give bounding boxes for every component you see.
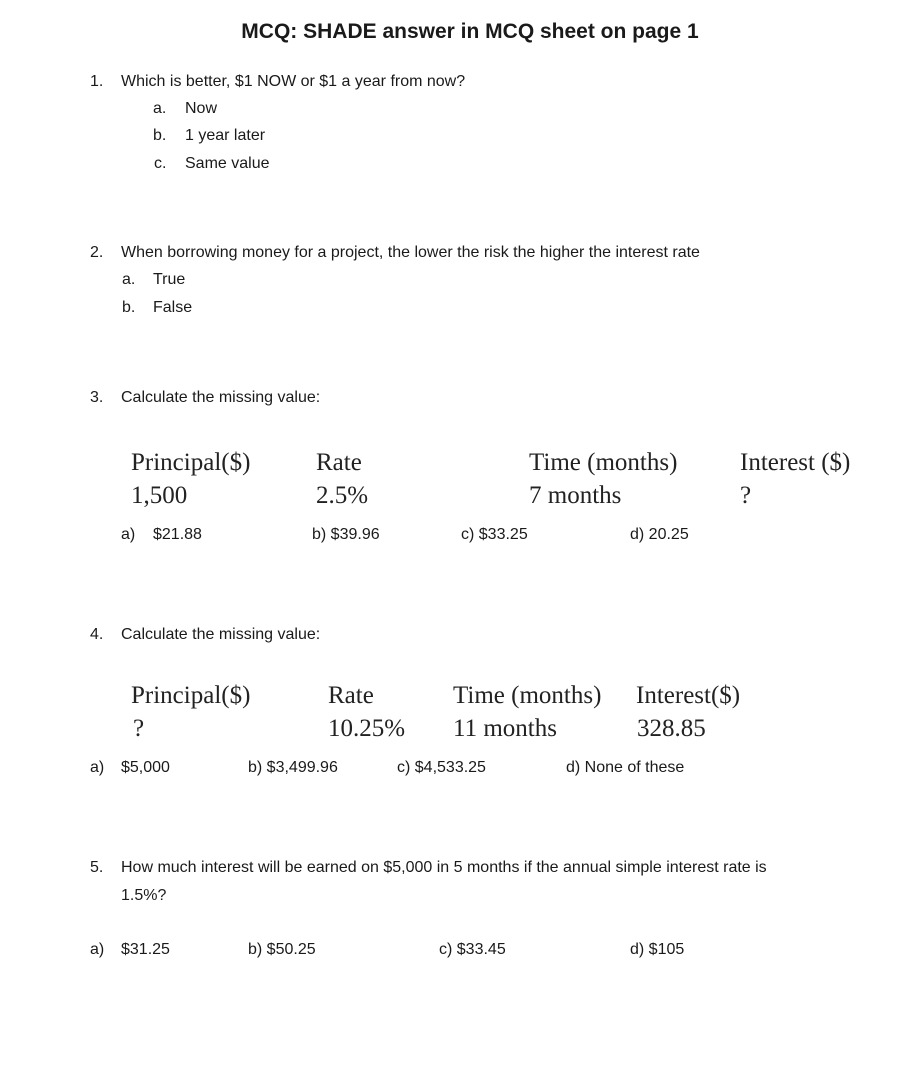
table-header: Principal($) (131, 682, 251, 709)
table-cell: 328.85 (637, 715, 706, 742)
table-cell: 2.5% (316, 482, 369, 509)
option-letter: a) (121, 526, 136, 543)
option-c-text[interactable]: Same value (185, 155, 270, 172)
option-b-text[interactable]: False (153, 299, 193, 316)
table-header: Interest ($) (740, 449, 851, 476)
table-header: Time (months) (529, 449, 678, 476)
option-letter: a. (153, 100, 167, 117)
option-b-text[interactable]: b) $3,499.96 (248, 759, 338, 776)
question-number: 3. (90, 389, 104, 406)
page-title: MCQ: SHADE answer in MCQ sheet on page 1 (241, 20, 699, 43)
table-cell: ? (740, 482, 752, 509)
option-b-text[interactable]: b) $39.96 (312, 526, 380, 543)
option-letter: a. (122, 271, 136, 288)
option-d-text[interactable]: d) $105 (630, 941, 685, 958)
option-a-text[interactable]: Now (185, 100, 218, 117)
option-c-text[interactable]: c) $33.25 (461, 526, 528, 543)
question-text: Which is better, $1 NOW or $1 a year from now? (121, 73, 466, 90)
question-text: How much interest will be earned on $5,000 in 5 months if the annual simple interest rate is (121, 859, 767, 876)
option-a-text[interactable]: $5,000 (121, 759, 170, 776)
option-a-text[interactable]: $21.88 (153, 526, 202, 543)
table-header: Interest($) (636, 682, 741, 709)
option-letter: a) (90, 941, 105, 958)
option-letter: b. (122, 299, 136, 316)
option-c-text[interactable]: c) $4,533.25 (397, 759, 486, 776)
table-cell: ? (133, 715, 145, 742)
question-number: 1. (90, 73, 104, 90)
option-a-text[interactable]: True (153, 271, 186, 288)
option-b-text[interactable]: 1 year later (185, 127, 266, 144)
table-cell: 1,500 (131, 482, 188, 509)
table-header: Principal($) (131, 449, 251, 476)
table-header: Time (months) (453, 682, 602, 709)
question-text: Calculate the missing value: (121, 389, 321, 406)
question-text-continued: 1.5%? (121, 887, 167, 904)
option-b-text[interactable]: b) $50.25 (248, 941, 316, 958)
table-header: Rate (316, 449, 362, 476)
question-text: When borrowing money for a project, the lower the risk the higher the interest rate (121, 244, 700, 261)
option-a-text[interactable]: $31.25 (121, 941, 170, 958)
option-letter: b. (153, 127, 167, 144)
table-cell: 7 months (529, 482, 622, 509)
option-c-text[interactable]: c) $33.45 (439, 941, 506, 958)
table-cell: 10.25% (328, 715, 406, 742)
question-number: 2. (90, 244, 104, 261)
option-letter: a) (90, 759, 105, 776)
table-header: Rate (328, 682, 374, 709)
question-number: 4. (90, 626, 104, 643)
question-number: 5. (90, 859, 104, 876)
table-cell: 11 months (453, 715, 557, 742)
question-text: Calculate the missing value: (121, 626, 321, 643)
option-d-text[interactable]: d) None of these (566, 759, 685, 776)
option-d-text[interactable]: d) 20.25 (630, 526, 689, 543)
option-letter: c. (154, 155, 167, 172)
